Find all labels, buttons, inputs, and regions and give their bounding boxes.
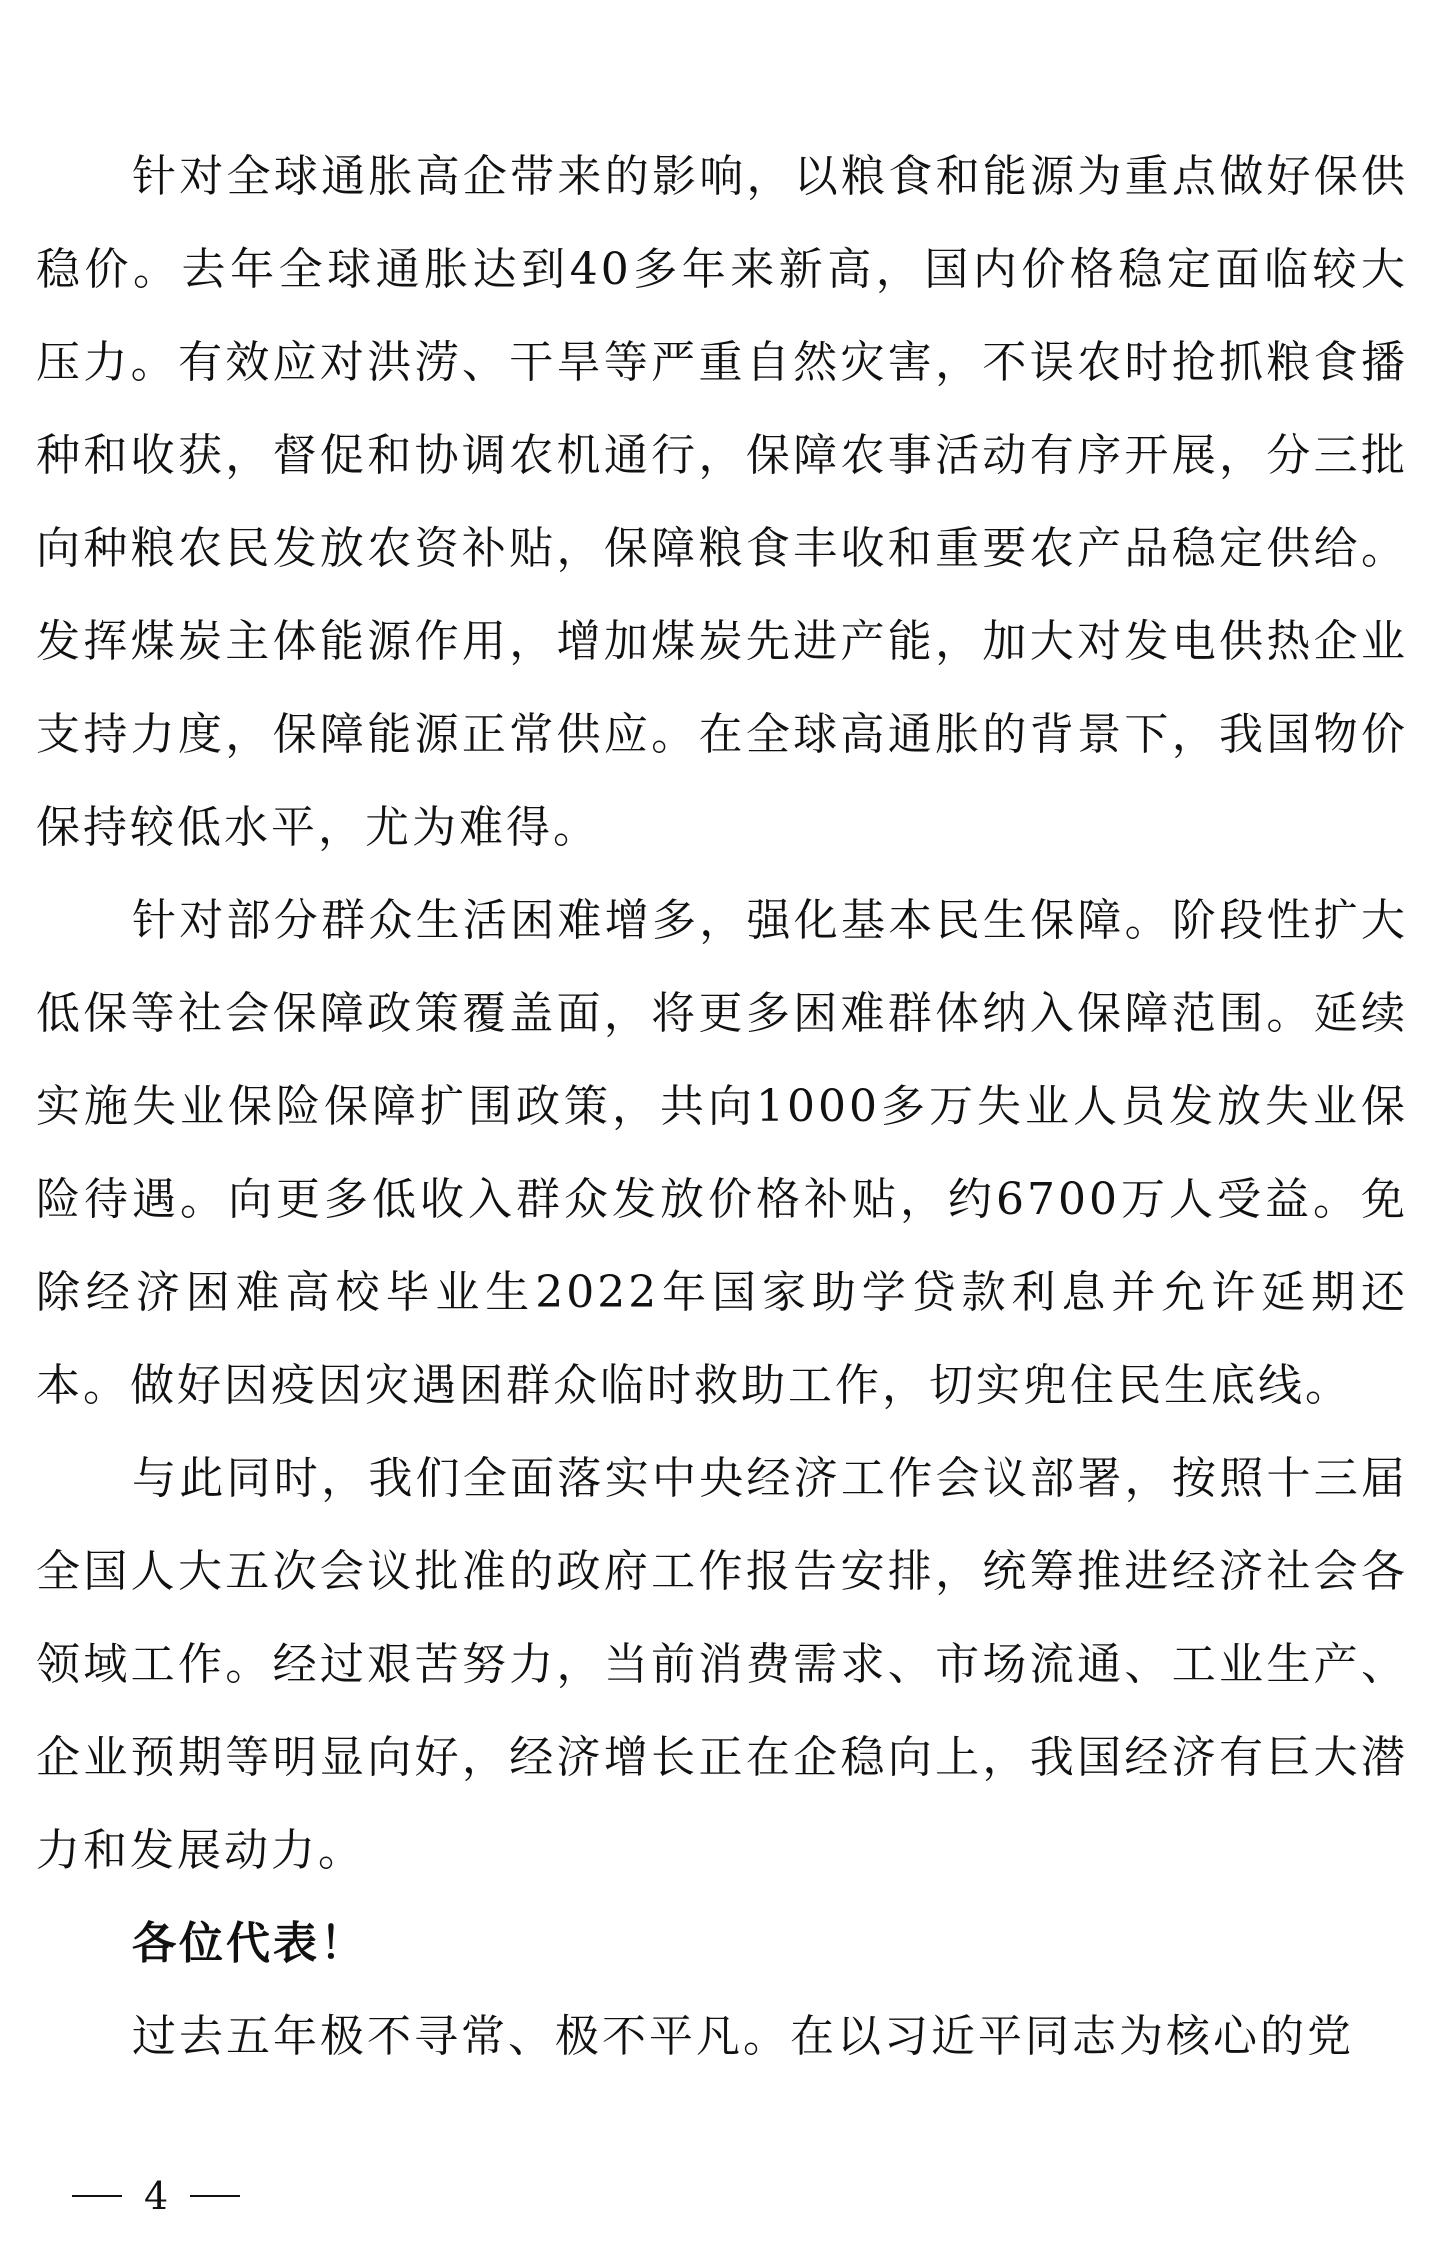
- paragraph-economic-work: 与此同时，我们全面落实中央经济工作会议部署，按照十三届全国人大五次会议批准的政府工作报告安排，统筹推进经济社会各领域工作。经过艰苦努力，当前消费需求、市场流通、工业生产、企业预期等明显向好，经济增长正在企稳向上，我国经济有巨大潜力和发展动力。: [36, 1453, 1408, 1876]
- paragraph-livelihood-security: 针对部分群众生活困难增多，强化基本民生保障。阶段性扩大低保等社会保障政策覆盖面，将更多困难群体纳入保障范围。延续实施失业保险保障扩围政策，共向1000多万失业人员发放失业保险待遇。向更多低收入群众发放价格补贴，约6700万人受益。免除经济困难高校毕业生2022年国家助学贷款利息并允许延期还本。做好因疫因灾遇困群众临时救助工作，切实兜住民生底线。: [36, 895, 1408, 1411]
- page-footer: [72, 2172, 240, 2220]
- paragraph-price-stability: 针对全球通胀高企带来的影响，以粮食和能源为重点做好保供稳价。去年全球通胀达到40多年来新高，国内价格稳定面临较大压力。有效应对洪涝、干旱等严重自然灾害，不误农时抢抓粮食播种和收获，督促和协调农机通行，保障农事活动有序开展，分三批向种粮农民发放农资补贴，保障粮食丰收和重要农产品稳定供给。发挥煤炭主体能源作用，增加煤炭先进产能，加大对发电供热企业支持力度，保障能源正常供应。在全球高通胀的背景下，我国物价保持较低水平，尤为难得。: [36, 151, 1408, 853]
- footer-dash-left: [72, 2195, 122, 2197]
- document-page: [36, 130, 1408, 2083]
- paragraph-past-five-years: 过去五年极不寻常、极不平凡。在以习近平同志为核心的党: [132, 2011, 1354, 2062]
- page-number: 4: [144, 2174, 169, 2218]
- footer-dash-right: [190, 2195, 240, 2197]
- section-heading: 各位代表！: [132, 1918, 367, 1969]
